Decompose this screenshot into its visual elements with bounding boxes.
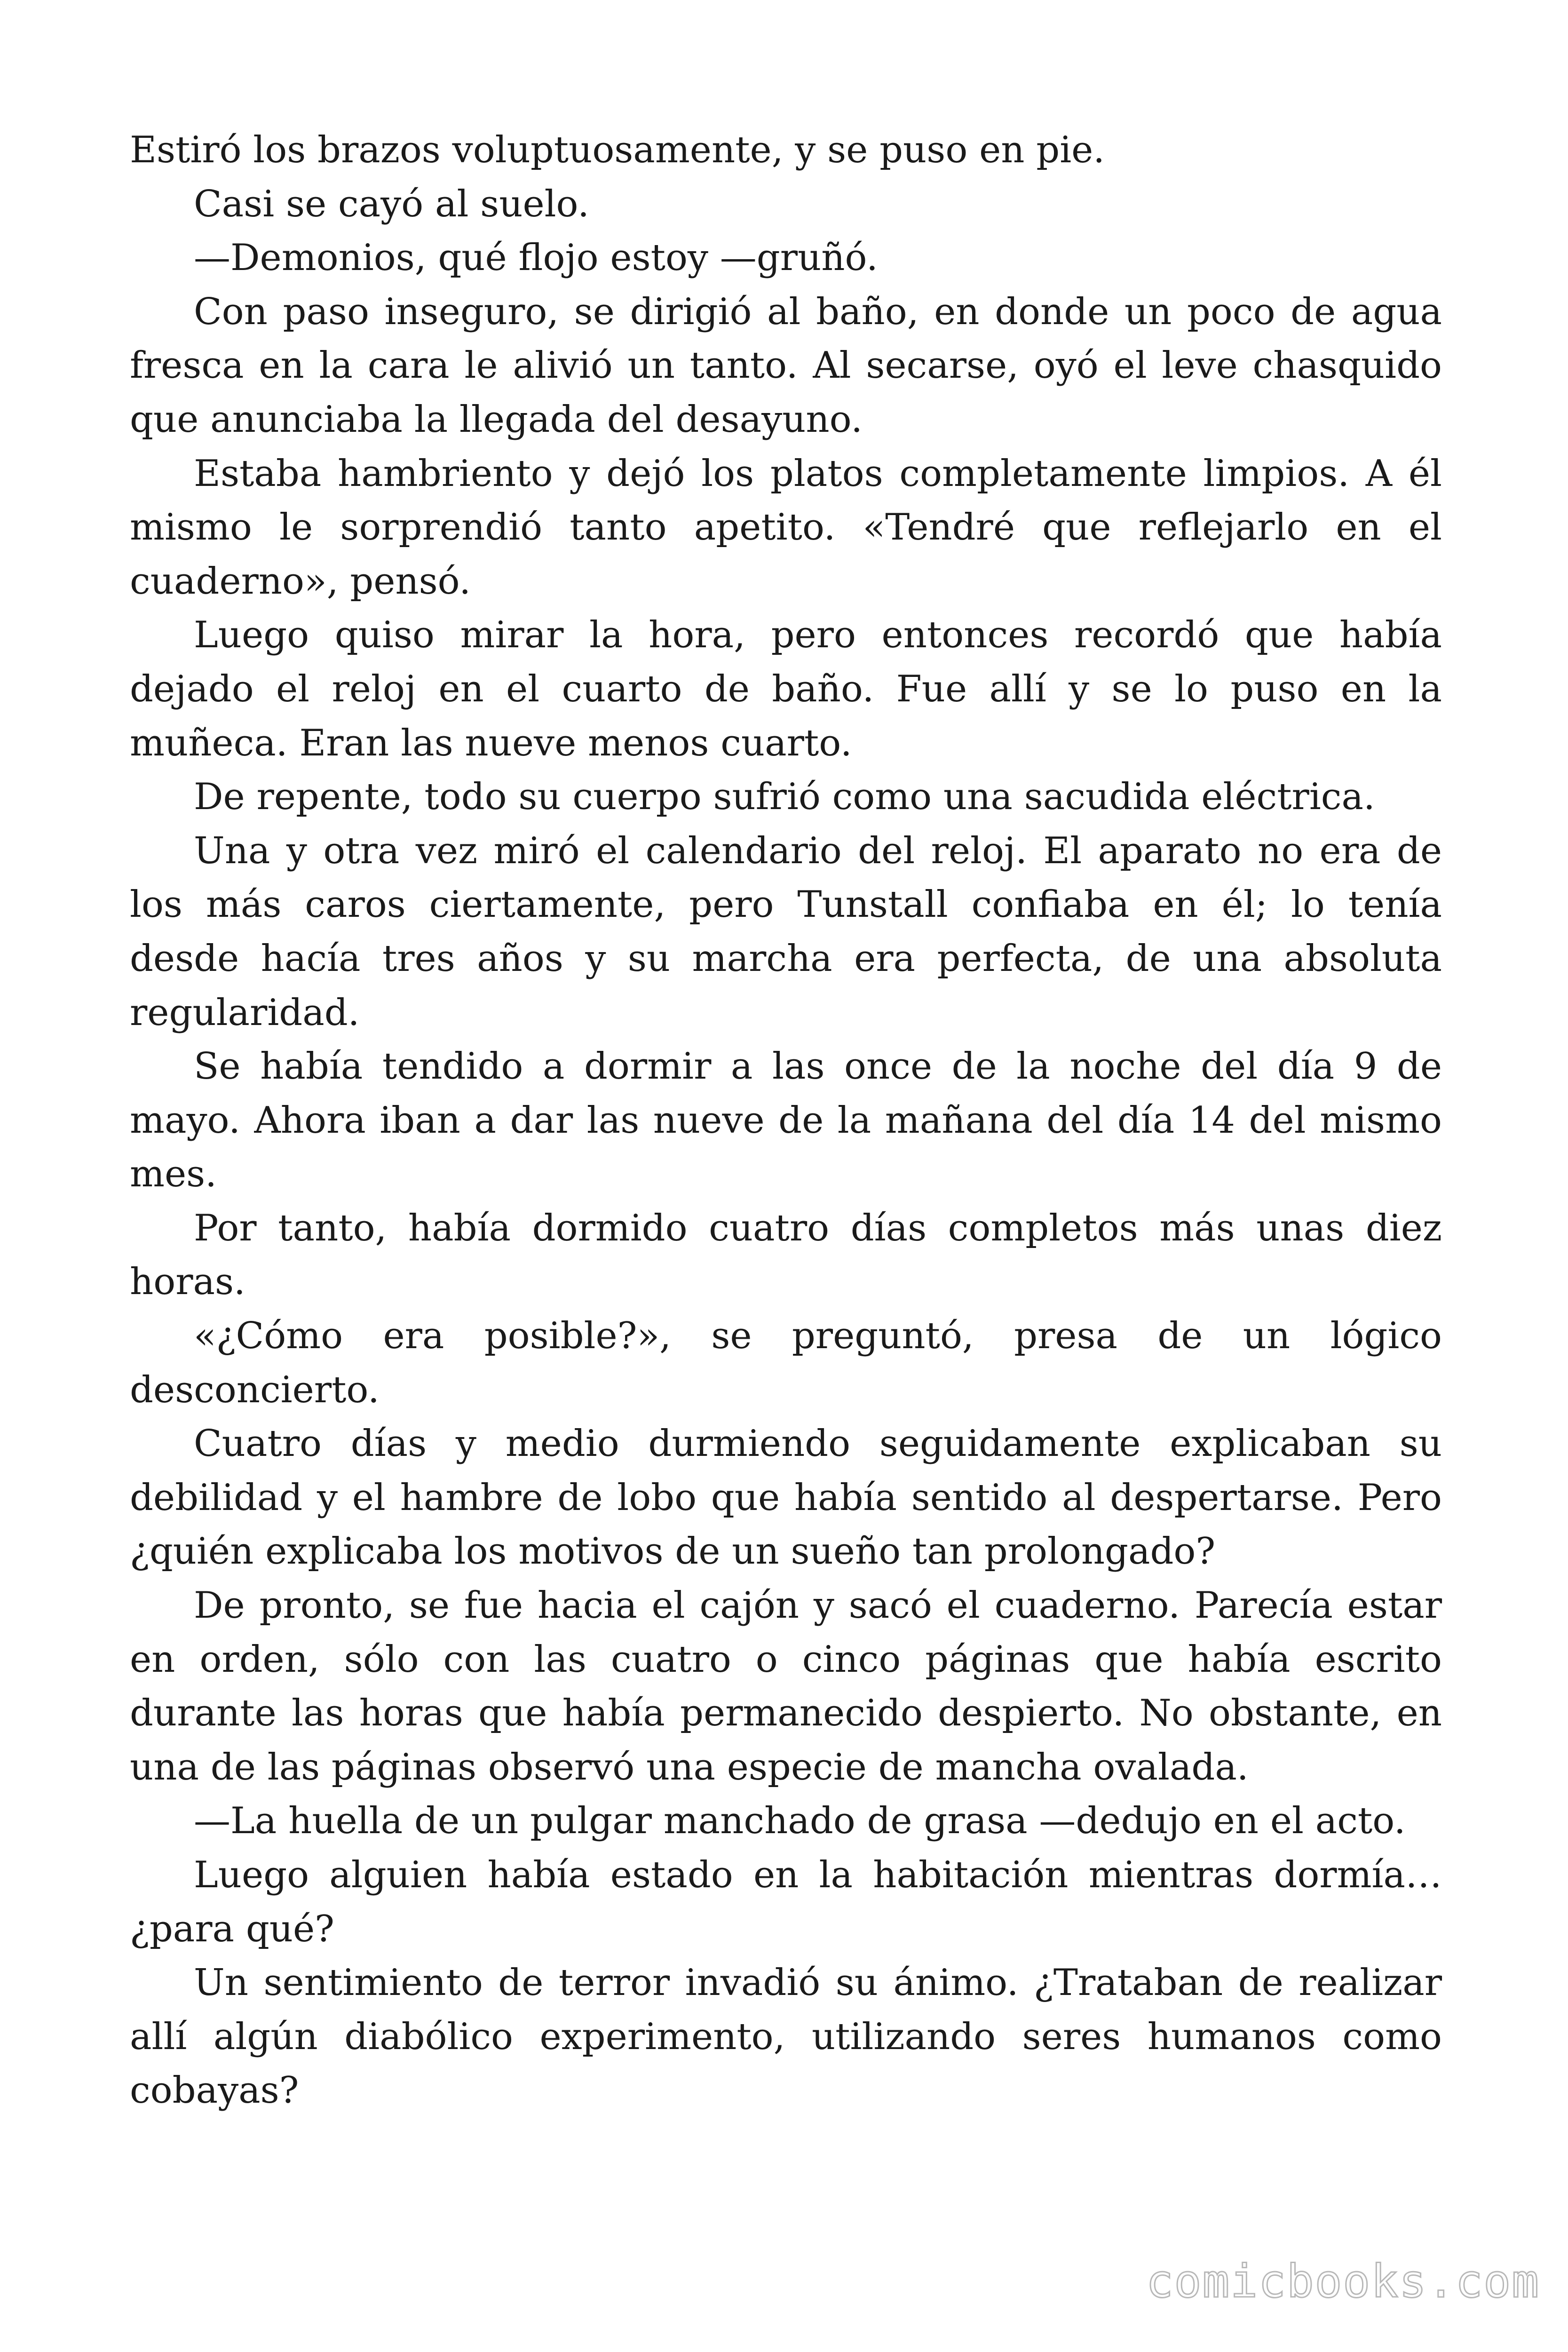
paragraph: —La huella de un pulgar manchado de grasa —dedujo en el acto. <box>194 1800 1406 1843</box>
paragraph: Estiró los brazos voluptuosamente, y se puso en pie. <box>130 129 1105 171</box>
paragraph: «¿Cómo era posible?», se preguntó, presa de un lógico desconcierto. <box>130 1315 1442 1411</box>
watermark: comicbooks.com <box>1146 2255 1540 2308</box>
paragraph: Estaba hambriento y dejó los platos completamente limpios. A él mismo le sorprendió tanto apetito. «Tendré que reflejarlo en el cuaderno», pensó. <box>130 452 1442 603</box>
paragraph: Una y otra vez miró el calendario del reloj. El aparato no era de los más caros ciertamente, pero Tunstall confiaba en él; lo tenía desde hacía tres años y su marcha era perfecta, de una absoluta regularidad. <box>130 829 1442 1034</box>
paragraph: Un sentimiento de terror invadió su ánimo. ¿Trataban de realizar allí algún diabólico experimento, utilizando seres humanos como cobayas? <box>130 1962 1442 2112</box>
paragraph: Cuatro días y medio durmiendo seguidamente explicaban su debilidad y el hambre de lobo que había sentido al despertarse. Pero ¿quién explicaba los motivos de un sueño tan prolongado? <box>130 1422 1442 1573</box>
paragraph: Con paso inseguro, se dirigió al baño, en donde un poco de agua fresca en la cara le alivió un tanto. Al secarse, oyó el leve chasquido que anunciaba la llegada del desayuno. <box>130 290 1442 441</box>
paragraph: Se había tendido a dormir a las once de la noche del día 9 de mayo. Ahora iban a dar las nueve de la mañana del día 14 del mismo mes. <box>130 1045 1442 1196</box>
body-text <box>130 123 1442 2118</box>
paragraph: Luego alguien había estado en la habitación mientras dormía… ¿para qué? <box>130 1854 1442 1950</box>
paragraph: De repente, todo su cuerpo sufrió como una sacudida eléctrica. <box>194 776 1375 818</box>
paragraph: De pronto, se fue hacia el cajón y sacó el cuaderno. Parecía estar en orden, sólo con las cuatro o cinco páginas que había escrito durante las horas que había permanecido despierto. No obstante, en una de las páginas observó una especie de mancha ovalada. <box>130 1584 1442 1788</box>
paragraph: —Demonios, qué flojo estoy —gruñó. <box>194 237 878 279</box>
paragraph: Por tanto, había dormido cuatro días completos más unas diez horas. <box>130 1207 1442 1303</box>
paragraph: Casi se cayó al suelo. <box>194 183 589 225</box>
paragraph: Luego quiso mirar la hora, pero entonces recordó que había dejado el reloj en el cuarto de baño. Fue allí y se lo puso en la muñeca. Eran las nueve menos cuarto. <box>130 614 1442 764</box>
